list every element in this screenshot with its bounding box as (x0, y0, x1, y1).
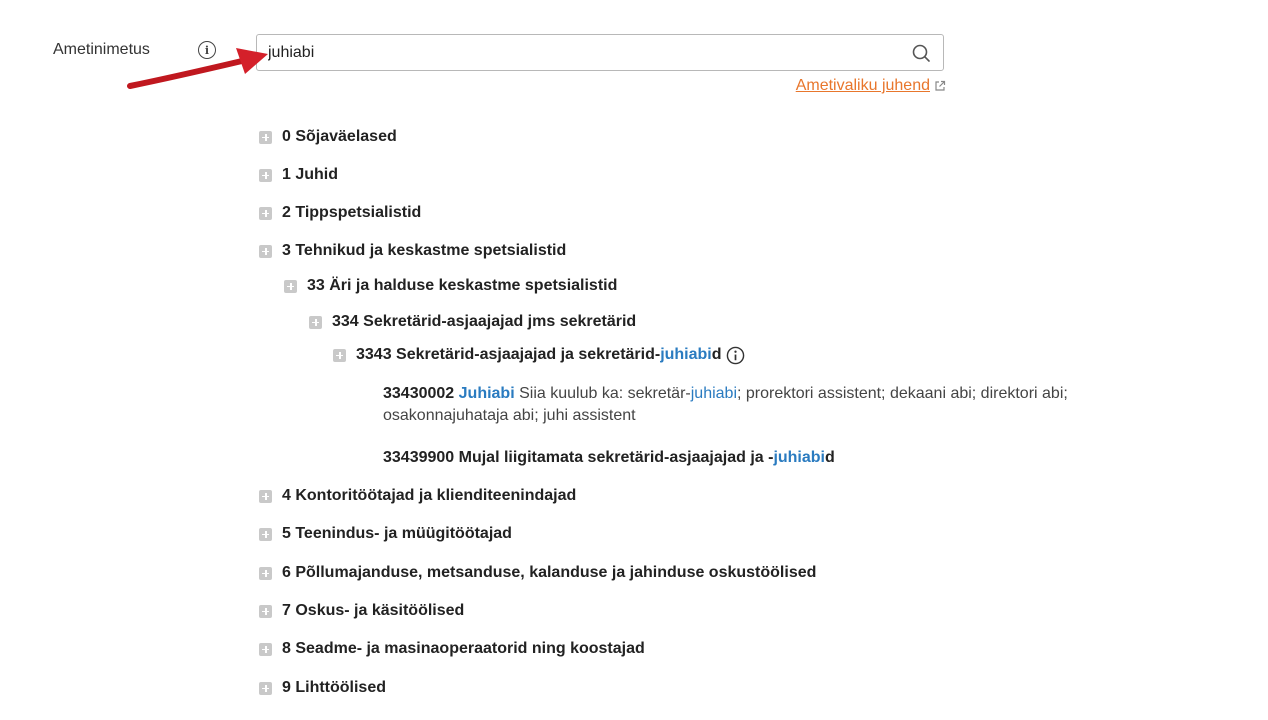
expand-icon[interactable] (259, 131, 272, 144)
expand-icon[interactable] (333, 349, 346, 362)
tree-item-label[interactable]: 334 Sekretärid-asjaajajad jms sekretärid (332, 313, 637, 330)
tree-item[interactable] (309, 312, 636, 332)
search-field (256, 34, 944, 71)
occupation-code: 33430002 (383, 385, 455, 402)
search-highlight: juhiabi (773, 449, 825, 466)
tree-item[interactable] (259, 486, 576, 506)
tree-item[interactable] (333, 345, 745, 365)
tree-item[interactable] (259, 524, 512, 544)
external-link-icon (934, 80, 946, 92)
occupation-title-pre: Mujal liigitamata sekretärid-asjaajajad ja - (454, 449, 774, 466)
info-icon[interactable] (726, 346, 745, 365)
tree-item-label[interactable]: 1 Juhid (282, 166, 339, 183)
tree-item[interactable] (259, 203, 421, 223)
tree-item[interactable] (259, 563, 816, 583)
search-highlight: juhiabi (690, 385, 737, 402)
tree-item-label[interactable]: 7 Oskus- ja käsitöölised (282, 602, 465, 619)
tree-item-label-post: d (711, 346, 722, 363)
search-input[interactable] (257, 35, 897, 70)
expand-icon[interactable] (259, 490, 272, 503)
expand-icon[interactable] (259, 207, 272, 220)
occupation-desc-post: ; prorektori assistent; dekaani abi; direktori abi; osakonnajuhataja abi; juhi assistent (383, 385, 1068, 424)
tree-item[interactable] (259, 678, 386, 698)
search-icon[interactable] (911, 43, 931, 63)
tree-item-label[interactable]: 8 Seadme- ja masinaoperaatorid ning koostajad (282, 640, 645, 657)
tree-item[interactable] (259, 639, 645, 659)
tree-item-label[interactable]: 0 Sõjaväelased (282, 128, 397, 145)
tree-item[interactable] (284, 276, 617, 296)
occupation-item[interactable] (383, 447, 1183, 469)
expand-icon[interactable] (259, 643, 272, 656)
guide-link[interactable] (796, 77, 946, 95)
tree-item-label[interactable]: 6 Põllumajanduse, metsanduse, kalanduse ja jahinduse oskustöölised (282, 564, 817, 581)
info-icon[interactable]: i (198, 41, 216, 59)
expand-icon[interactable] (259, 605, 272, 618)
tree-item[interactable] (259, 241, 566, 261)
expand-icon[interactable] (309, 316, 322, 329)
search-highlight: juhiabi (660, 346, 712, 363)
occupation-title-post: d (825, 449, 835, 466)
occupation-item[interactable] (383, 383, 1183, 427)
tree-item-label[interactable] (356, 346, 722, 364)
tree-item-label[interactable]: 3 Tehnikud ja keskastme spetsialistid (282, 242, 567, 259)
occupation-title[interactable]: Juhiabi (458, 385, 515, 402)
tree-item-label[interactable]: 9 Lihttöölised (282, 679, 386, 696)
tree-item[interactable] (259, 601, 464, 621)
tree-item[interactable] (259, 127, 397, 147)
tree-item-label[interactable]: 5 Teenindus- ja müügitöötajad (282, 525, 512, 542)
expand-icon[interactable] (259, 245, 272, 258)
occupation-code: 33439900 (383, 449, 455, 466)
guide-link-text[interactable]: Ametivaliku juhend (795, 77, 930, 94)
expand-icon[interactable] (259, 169, 272, 182)
field-label: Ametinimetus (53, 41, 150, 58)
expand-icon[interactable] (284, 280, 297, 293)
expand-icon[interactable] (259, 567, 272, 580)
annotation-arrow (124, 44, 274, 94)
tree-item-label[interactable]: 33 Äri ja halduse keskastme spetsialistid (307, 277, 618, 294)
occupation-desc-pre: Siia kuulub ka: sekretär- (514, 385, 691, 402)
expand-icon[interactable] (259, 528, 272, 541)
tree-item-label-pre: 3343 Sekretärid-asjaajajad ja sekretärid- (356, 346, 661, 363)
tree-item-label[interactable]: 4 Kontoritöötajad ja klienditeenindajad (282, 487, 577, 504)
expand-icon[interactable] (259, 682, 272, 695)
tree-item[interactable] (259, 165, 338, 185)
tree-item-label[interactable]: 2 Tippspetsialistid (282, 204, 422, 221)
